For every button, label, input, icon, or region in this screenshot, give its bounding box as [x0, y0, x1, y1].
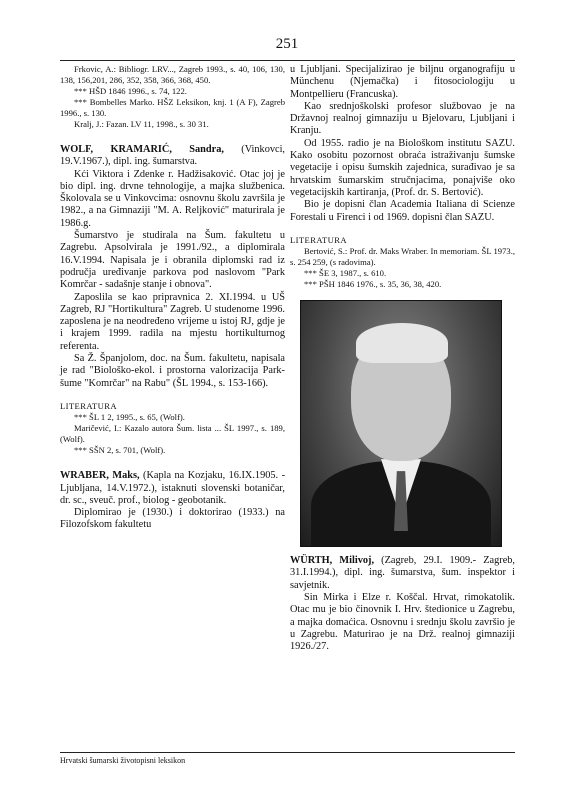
paragraph: Kao srednjoškolski profesor službovao je na Državnoj realnoj gimnaziju u Bjelovaru, Ljubljani i Kranju. [290, 100, 515, 137]
literature-heading: LITERATURA [60, 400, 117, 411]
reference-line: *** Bombelles Marko. HŠZ Leksikon, knj. 1 (A F), Zagreb 1996., s. 130. [60, 97, 285, 118]
paragraph: u Ljubljani. Specijalizirao je biljnu organografiju u Münchenu (Njemačka) i fitosociologiju u Montpellieru (Francuska). [290, 64, 515, 100]
literature-item: *** SŠN 2, s. 701, (Wolf). [74, 445, 166, 456]
paragraph: Diplomirao je (1930.) i doktorirao (1933.) na Filozofskom fakultetu [60, 507, 285, 531]
paragraph: Sin Mirka i Elze r. Koščal. Hrvat, rimokatolik. Otac mu je bio činovnik I. Hrv. štedionice u Zagrebu, a majka domaćica. Osnovnu i srednju školu završio je u Zagrebu. Maturirao je na Drž. realnoj gimnaziji 1926./27. [290, 592, 515, 653]
literature-item: *** ŠE 3, 1987., s. 610. [304, 268, 387, 279]
entry-text: (Zagreb, 29.I. 1909.- Zagreb, 31.I.1994.), dipl. ing. šumarstva, šum. inspektor i savjetnik. [290, 555, 515, 591]
entry-wurth-intro [290, 555, 515, 592]
literature-item: Bertović, S.: Prof. dr. Maks Wraber. In memoriam. ŠL 1973., s. 254 259, (s radovima). [290, 246, 515, 268]
reference-line: Kralj, J.: Fazan. LV 11, 1998., s. 30 31. [74, 119, 209, 129]
literature-item: *** PŠH 1846 1976., s. 35, 36, 38, 420. [304, 279, 442, 290]
reference-line: Frkovic, A.: Bibliogr. LRV..., Zagreb 1993., s. 40, 106, 130, 138, 156,201, 286, 352, 358, 366, 368, 450. [60, 64, 285, 85]
paragraph: Sa Ž. Španjolom, doc. na Šum. fakultetu, napisala je rad "Biološko-ekol. i prostorna valorizacija Park-šume "Komrčar" na Rabu" (ŠL 1994., s. 153-166). [60, 353, 285, 389]
entry-heading-wraber: WRABER, Maks, [60, 470, 140, 482]
entry-text: (Vinkovci, 19.V.1967.), dipl. ing. šumarstva. [60, 144, 286, 168]
portrait-photo [300, 300, 502, 547]
entry-text: (Kapla na Kozjaku, 16.IX.1905. - Ljubljana, 14.V.1972.), istaknuti slovenski botaničar, dr. sc., sveuč. prof., biolog - geobotanik. [60, 470, 285, 506]
left-column [60, 64, 285, 532]
literature-heading: LITERATURA [290, 234, 347, 245]
page-number: 251 [275, 36, 299, 52]
entry-heading-wolf: WOLF, KRAMARIĆ, Sandra, [60, 144, 224, 155]
entry-heading-wurth: WÜRTH, Milivoj, [290, 555, 375, 567]
paragraph: Zaposlila se kao pripravnica 2. XI.1994. u UŠ Zagreb, RJ "Hortikultura" Zagreb. U studenome 1996. zaposlena je na neodređeno vrijeme u istoj RJ, gdje je i krajem 1999. radila na mjestu hortikulturnog referenta. [60, 291, 285, 352]
entry-wraber-intro [60, 470, 285, 507]
entry-wolf-intro [60, 144, 285, 169]
header-rule [60, 60, 515, 61]
footer-rule [60, 752, 515, 753]
footer-text: Hrvatski šumarski životopisni leksikon [60, 756, 186, 765]
paragraph: Kći Viktora i Zdenke r. Hadžisaković. Otac joj je bio dipl. ing. drvne tehnologije, a majka službenica. Školovala se u Vinkovcima: osnovnu školu završila je 1982., a na Gimnaziji "M. A. Reljković" maturirala je 1986.g. [60, 168, 285, 229]
paragraph: Bio je dopisni član Academia Italiana di Scienze Forestali u Firenci i od 1969. dopisni član SAZU. [290, 199, 515, 223]
literature-item: *** ŠL 1 2, 1995., s. 65, (Wolf). [74, 412, 185, 423]
right-column [290, 64, 515, 654]
paragraph: Od 1955. radio je na Biološkom institutu SAZU. Kako osobitu pozornost obraća istraživanju šumske vegetacije i opisu šumskih zajednica, surađivao je sa hrvatskim šumarskim stručnjacima, ponajviše oko vegetacijskih kartiranja, (Prof. dr. S. Bertović). [290, 137, 515, 198]
paragraph: Šumarstvo je studirala na Šum. fakultetu u Zagrebu. Apsolvirala je 1991./92., a diplomirala 16.V.1994. Napisala je i obranila diplomski rad iz područja uređivanje parkova pod naslovom "Park Komrčar - sadašnje stanje i obnova". [60, 230, 285, 291]
reference-line: *** HŠD 1846 1996., s. 74, 122. [74, 86, 187, 96]
literature-item: Maričević, I.: Kazalo autora Šum. lista ... ŠL 1997., s. 189, (Wolf). [60, 423, 285, 445]
